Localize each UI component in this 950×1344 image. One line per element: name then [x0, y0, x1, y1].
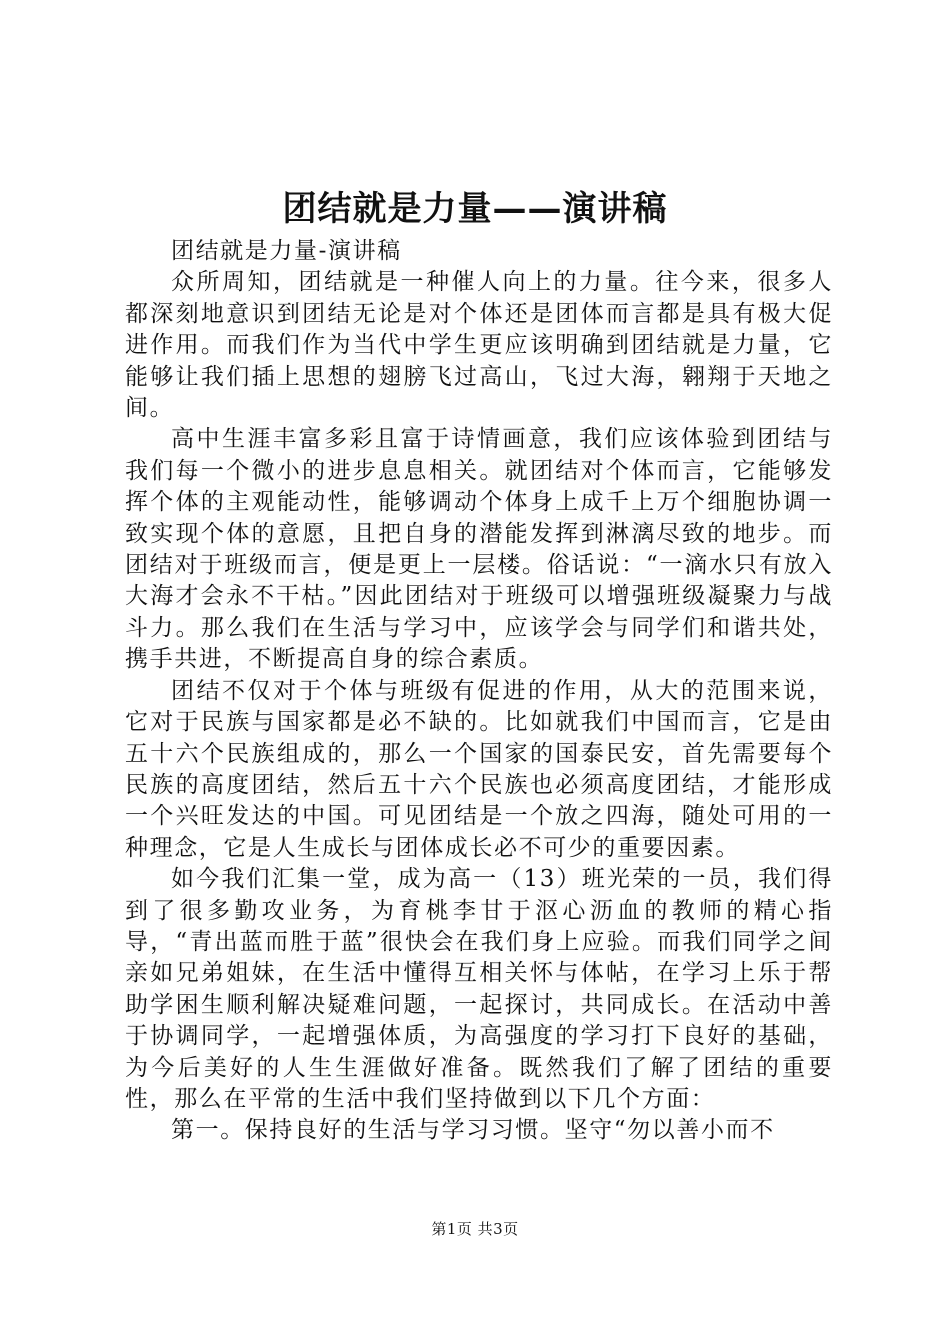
document-body [125, 236, 833, 1147]
paragraph: 第一。保持良好的生活与学习习惯。坚守“勿以善小而不 [171, 1117, 775, 1144]
paragraph-subtitle: 团结就是力量-演讲稿 [171, 238, 402, 264]
page-footer: 第1页 共3页 [431, 1220, 519, 1238]
paragraph: 团结不仅对于个体与班级有促进的作用，从大的范围来说，它对于民族与国家都是必不缺的。比如就我们中国而言，它是由五十六个民族组成的，那么一个国家的国泰民安，首先需要每个民族的高度团结，然后五十六个民族也必须高度团结，才能形成一个兴旺发达的中国。可见团结是一个放之四海，随处可用的一种理念，它是人生成长与团体成长必不可少的重要因素。 [125, 677, 833, 861]
paragraph: 众所周知，团结就是一种催人向上的力量。往今来，很多人都深刻地意识到团结无论是对个体还是团体而言都是具有极大促进作用。而我们作为当代中学生更应该明确到团结就是力量，它能够让我们插上思想的翅膀飞过高山，飞过大海，翱翔于天地之间。 [125, 269, 833, 422]
paragraph: 高中生涯丰富多彩且富于诗情画意，我们应该体验到团结与我们每一个微小的进步息息相关。就团结对个体而言，它能够发挥个体的主观能动性，能够调动个体身上成千上万个细胞协调一致实现个体的意愿，且把自身的潜能发挥到淋漓尽致的地步。而团结对于班级而言，便是更上一层楼。俗话说：“一滴水只有放入大海才会永不干枯。”因此团结对于班级可以增强班级凝聚力与战斗力。那么我们在生活与学习中，应该学会与同学们和谐共处，携手共进，不断提高自身的综合素质。 [125, 426, 833, 673]
document-title: 团结就是力量——演讲稿 [282, 189, 668, 229]
paragraph: 如今我们汇集一堂，成为高一（13）班光荣的一员，我们得到了很多勤攻业务，为育桃李甘于沤心沥血的教师的精心指导，“青出蓝而胜于蓝”很快会在我们身上应验。而我们同学之间亲如兄弟姐妹，在生活中懂得互相关怀与体帖，在学习上乐于帮助学困生顺利解决疑难问题，一起探讨，共同成长。在活动中善于协调同学，一起增强体质，为高强度的学习打下良好的基础，为今后美好的人生生涯做好准备。既然我们了解了团结的重要性，那么在平常的生活中我们坚持做到以下几个方面： [125, 866, 833, 1112]
